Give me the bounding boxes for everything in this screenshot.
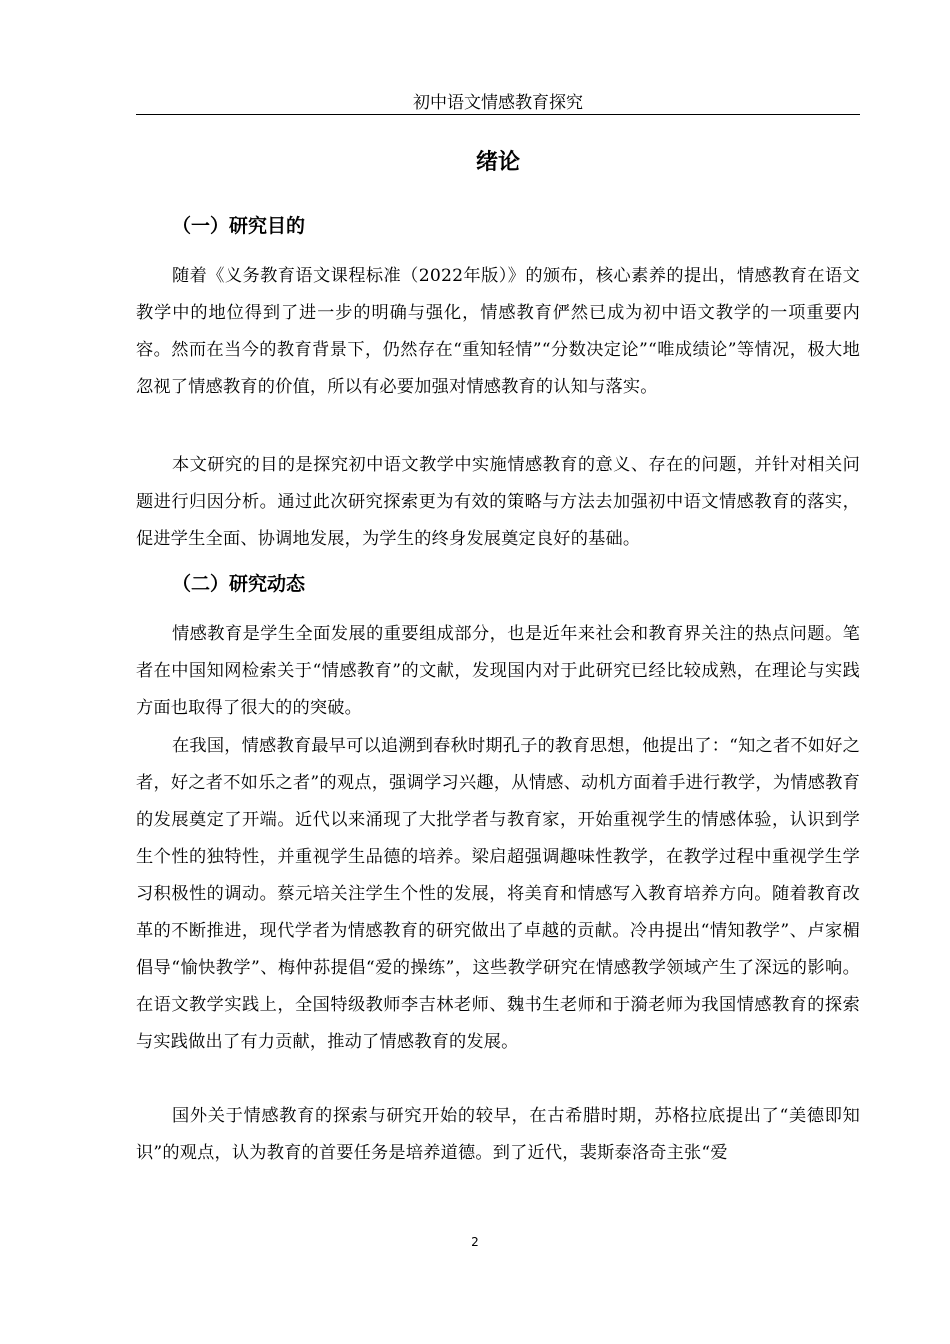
section-heading-purpose: （一）研究目的 — [172, 215, 306, 237]
running-header: 初中语文情感教育探究 — [413, 93, 583, 113]
chapter-title: 绪论 — [475, 150, 520, 175]
section-heading-trends: （二）研究动态 — [172, 573, 306, 595]
paragraph: 情感教育是学生全面发展的重要组成部分，也是近年来社会和教育界关注的热点问题。笔者在中国知网检索关于“情感教育”的文献，发现国内对于此研究已经比较成熟，在理论与实践方面也取得了很大的的突破。 — [136, 624, 860, 718]
paragraph: 国外关于情感教育的探索与研究开始的较早，在古希腊时期，苏格拉底提出了“美德即知识”的观点，认为教育的首要任务是培养道德。到了近代，裴斯泰洛奇主张“爱 — [136, 1106, 860, 1163]
paragraph: 随着《义务教育语文课程标准（2022年版）》的颁布，核心素养的提出，情感教育在语文教学中的地位得到了进一步的明确与强化，情感教育俨然已成为初中语文教学的一项重要内容。然而在当今的教育背景下，仍然存在“重知轻情”“分数决定论”“唯成绩论”等情况，极大地忽视了情感教育的价值，所以有必要加强对情感教育的认知与落实。 — [136, 266, 860, 397]
paragraph: 在我国，情感教育最早可以追溯到春秋时期孔子的教育思想，他提出了：“知之者不如好之者，好之者不如乐之者”的观点，强调学习兴趣，从情感、动机方面着手进行教学，为情感教育的发展奠定了开端。近代以来涌现了大批学者与教育家，开始重视学生的情感体验，认识到学生个性的独特性，并重视学生品德的培养。梁启超强调趣味性教学，在教学过程中重视学生学习积极性的调动。蔡元培关注学生个性的发展，将美育和情感写入教育培养方向。随着教育改革的不断推进，现代学者为情感教育的研究做出了卓越的贡献。冷冉提出“情知教学”、卢家楣倡导“愉快教学”、梅仲荪提倡“爱的操练”，这些教学研究在情感教学领域产生了深远的影响。在语文教学实践上，全国特级教师李吉林老师、魏书生老师和于漪老师为我国情感教育的探索与实践做出了有力贡献，推动了情感教育的发展。 — [136, 736, 860, 1052]
paragraph: 本文研究的目的是探究初中语文教学中实施情感教育的意义、存在的问题，并针对相关问题进行归因分析。通过此次研究探索更为有效的策略与方法去加强初中语文情感教育的落实，促进学生全面、协调地发展，为学生的终身发展奠定良好的基础。 — [136, 455, 860, 549]
page-number: 2 — [471, 1235, 479, 1249]
header-rule — [136, 114, 860, 115]
